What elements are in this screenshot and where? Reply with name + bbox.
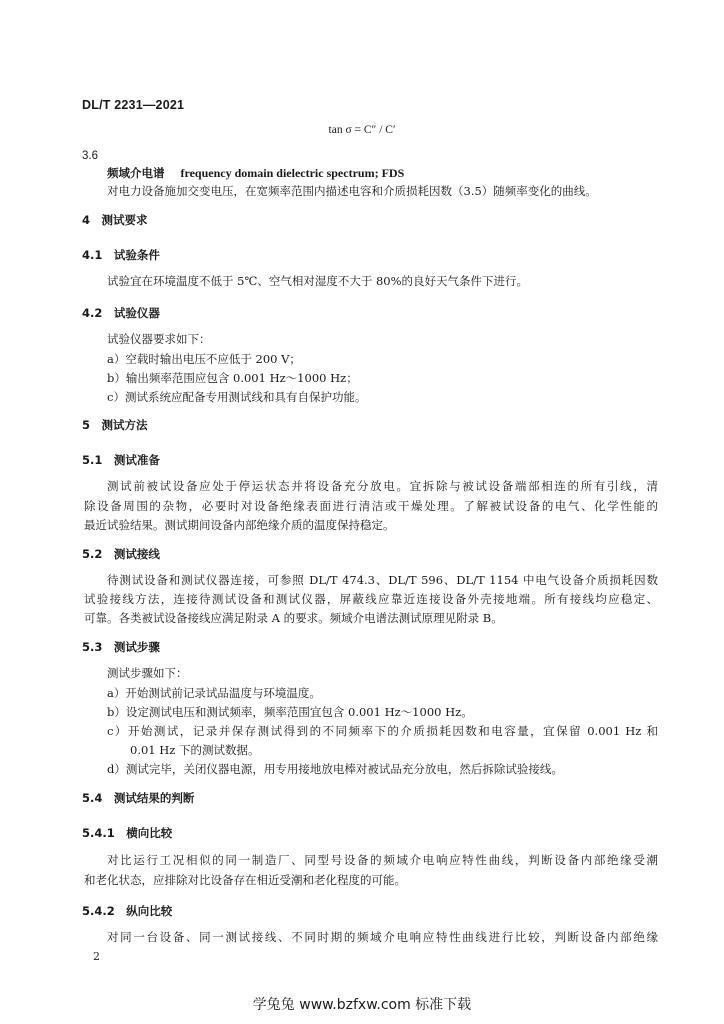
term-chinese: 频域介电谱	[107, 166, 165, 180]
section-heading: 5.4.1 横向比较	[82, 826, 173, 840]
paragraph: 试验宜在环境温度不低于 5℃、空气相对湿度不大于 80%的良好天气条件下进行。	[107, 274, 529, 288]
list-item: d）测试完毕，关闭仪器电源，用专用接地放电棒对被试品充分放电，然后拆除试验接线。	[107, 762, 563, 776]
section-heading: 4.1 试验条件	[82, 248, 160, 262]
page-number: 2	[93, 950, 100, 963]
list-item: b）设定测试电压和测试频率，频率范围宜包含 0.001 Hz～1000 Hz。	[107, 705, 473, 719]
download-footer: 学兔兔 www.bzfxw.com 标准下载	[252, 997, 472, 1013]
paragraph-line: 测试前被试设备应处于停运状态并将设备充分放电。宜拆除与被试设备端部相连的所有引线，清	[107, 479, 658, 493]
section-heading: 5.4 测试结果的判断	[82, 791, 195, 805]
standard-number: DL/T 2231—2021	[82, 98, 185, 112]
section-heading: 5.4.2 纵向比较	[82, 904, 173, 918]
section-heading: 4 测试要求	[82, 213, 148, 227]
section-heading: 4.2 试验仪器	[82, 306, 160, 320]
section-heading: 5 测试方法	[82, 418, 148, 432]
list-item: c）测试系统应配备专用测试线和具有自保护功能。	[107, 390, 367, 404]
term-definition: 对电力设备施加交变电压，在宽频率范围内描述电容和介质损耗因数（3.5）随频率变化的曲线。	[107, 184, 597, 198]
formula: tan σ = C″ / C′	[328, 124, 396, 136]
clause-number: 3.6	[82, 150, 98, 162]
list-intro: 测试步骤如下：	[107, 666, 188, 680]
paragraph-line: 最近试验结果。测试期间设备内部绝缘介质的温度保持稳定。	[84, 518, 395, 532]
list-item-continuation: 0.01 Hz 下的测试数据。	[130, 743, 260, 757]
section-heading: 5.1 测试准备	[82, 453, 160, 467]
paragraph-line: 除设备周围的杂物，必要时对设备绝缘表面进行清洁或干燥处理。了解被试设备的电气、化学性能的	[84, 499, 658, 513]
term-entry	[107, 166, 404, 180]
paragraph-line: 对比运行工况相似的同一制造厂、同型号设备的频域介电响应特性曲线，判断设备内部绝缘受潮	[107, 853, 658, 867]
paragraph-line: 可靠。各类被试设备接线应满足附录 A 的要求。频域介电谱法测试原理见附录 B。	[84, 611, 503, 625]
paragraph-line: 和老化状态，应排除对比设备存在相近受潮和老化程度的可能。	[84, 873, 406, 887]
term-english: frequency domain dielectric spectrum; FDS	[180, 166, 405, 180]
paragraph-line: 对同一台设备、同一测试接线、不同时期的频域介电响应特性曲线进行比较，判断设备内部绝缘	[107, 930, 658, 944]
section-heading: 5.3 测试步骤	[82, 640, 160, 654]
list-item: a）空载时输出电压不应低于 200 V；	[107, 352, 301, 366]
section-heading: 5.2 测试接线	[82, 547, 160, 561]
list-intro: 试验仪器要求如下：	[107, 332, 211, 346]
paragraph-line: 待测试设备和测试仪器连接，可参照 DL/T 474.3、DL/T 596、DL/T 1154 中电气设备介质损耗因数	[107, 573, 658, 587]
list-item: b）输出频率范围应包含 0.001 Hz～1000 Hz；	[107, 371, 358, 385]
list-item: c）开始测试，记录并保存测试得到的不同频率下的介质损耗因数和电容量，宜保留 0.001 Hz 和	[107, 724, 658, 738]
paragraph-line: 试验接线方法，连接待测试设备和测试仪器，屏蔽线应靠近连接设备外壳接地端。所有接线均应稳定、	[84, 592, 658, 606]
list-item: a）开始测试前记录试品温度与环境温度。	[107, 686, 321, 700]
